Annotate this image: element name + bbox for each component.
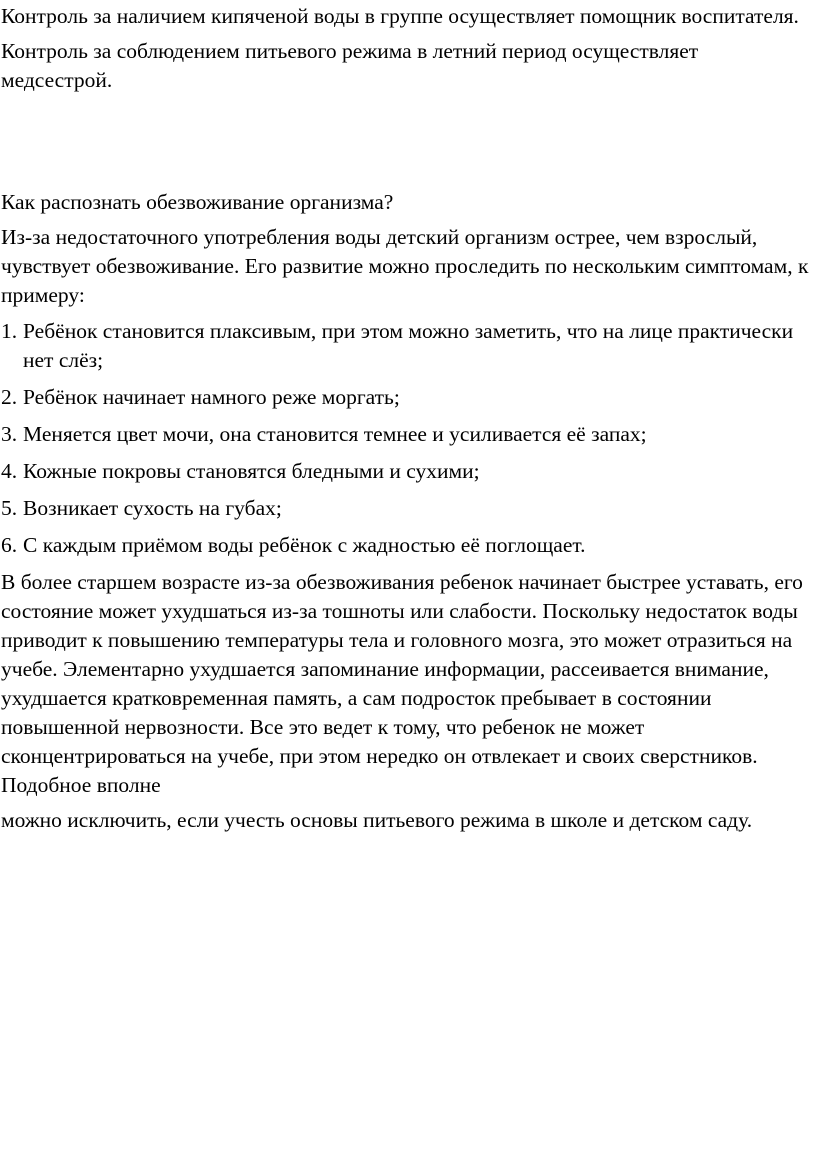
symptom-item xyxy=(1,420,814,449)
symptom-number: 4. xyxy=(1,459,18,483)
symptom-text: Ребёнок становится плаксивым, при этом можно заметить, что на лице практически нет слёз; xyxy=(23,319,794,372)
symptom-number: 1. xyxy=(1,319,18,343)
symptom-text: Ребёнок начинает намного реже моргать; xyxy=(23,385,400,409)
symptom-text: Кожные покровы становятся бледными и сухими; xyxy=(23,459,480,483)
dehydration-question-heading: Как распознать обезвоживание организма? xyxy=(1,190,394,214)
symptom-item xyxy=(1,317,814,375)
paragraph-summer-control: Контроль за соблюдением питьевого режима в летний период осуществляет медсестрой. xyxy=(1,39,699,92)
symptom-item xyxy=(1,383,814,412)
symptom-number: 6. xyxy=(1,533,18,557)
symptom-number: 2. xyxy=(1,385,18,409)
paragraph-older-age-conclusion: можно исключить, если учесть основы питьевого режима в школе и детском саду. xyxy=(1,808,753,832)
symptom-text: Возникает сухость на губах; xyxy=(23,496,282,520)
paragraph-symptoms-intro: Из-за недостаточного употребления воды детский организм острее, чем взрослый, чувствует обезвоживание. Его развитие можно проследить по нескольким симптомам, к примеру: xyxy=(1,225,809,307)
paragraph-water-control: Контроль за наличием кипяченой воды в группе осуществляет помощник воспитателя. xyxy=(1,4,799,28)
symptom-text: С каждым приёмом воды ребёнок с жадностью её поглощает. xyxy=(23,533,586,557)
symptom-text: Меняется цвет мочи, она становится темнее и усиливается её запах; xyxy=(23,422,647,446)
symptom-number: 5. xyxy=(1,496,18,520)
symptom-item xyxy=(1,457,814,486)
symptom-number: 3. xyxy=(1,422,18,446)
symptom-item xyxy=(1,494,814,523)
symptoms-list xyxy=(1,317,814,560)
symptom-item xyxy=(1,531,814,560)
paragraph-older-age: В более старшем возрасте из-за обезвоживания ребенок начинает быстрее уставать, его состояние может ухудшаться из-за тошноты или слабости. Поскольку недостаток воды приводит к повышению температуры тела и головного мозга, это может отразиться на учебе. Элементарно ухудшается запоминание информации, рассеивается внимание, ухудшается кратковременная память, а сам подросток пребывает в состоянии повышенной нервозности. Все это ведет к тому, что ребенок не может сконцентрироваться на учебе, при этом нередко он отвлекает и своих сверстников. Подобное вполне xyxy=(1,570,803,797)
